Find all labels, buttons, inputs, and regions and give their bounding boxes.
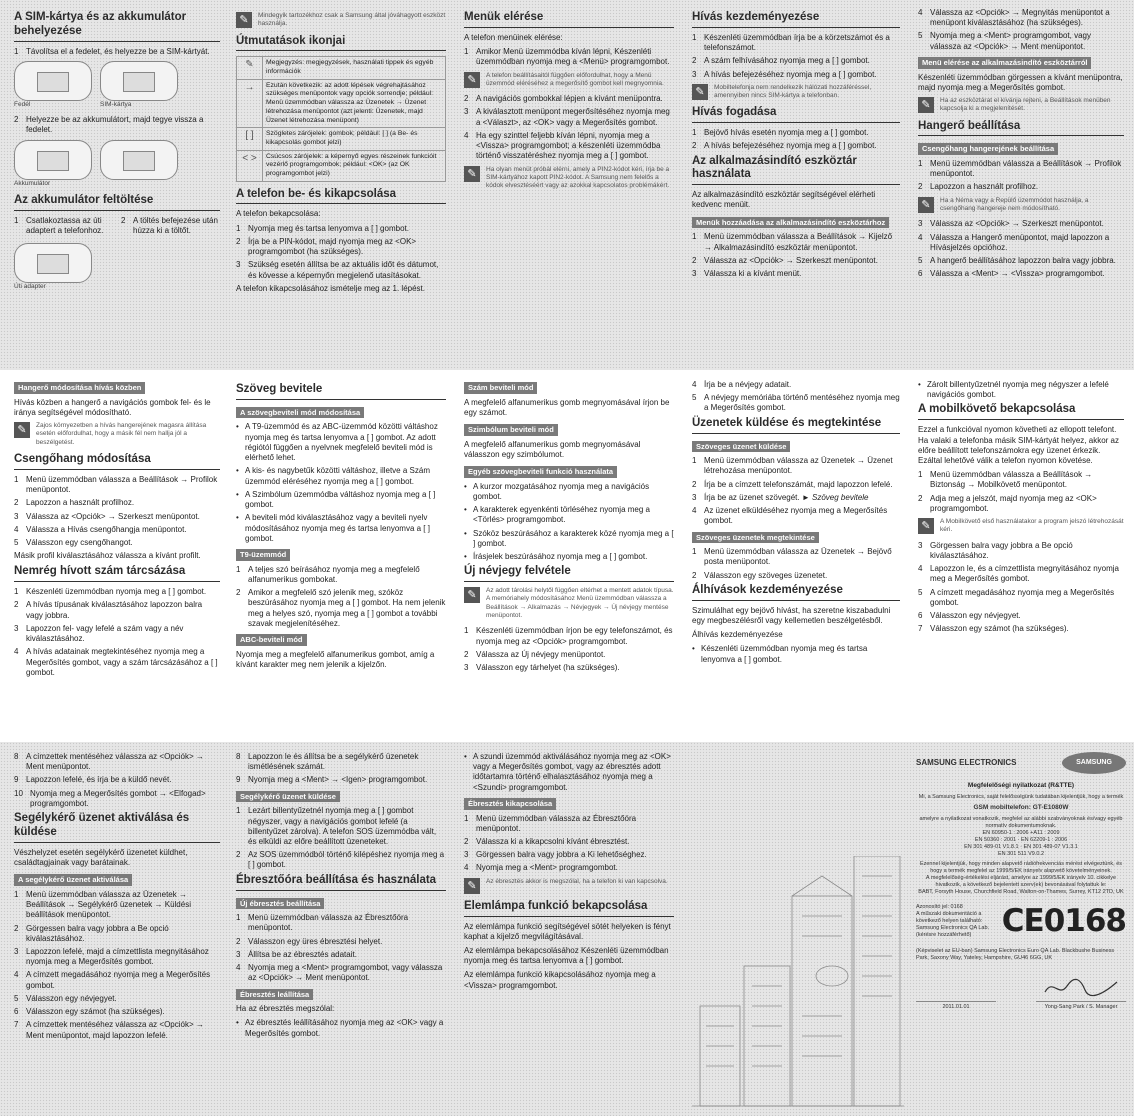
figure-charger: [14, 243, 220, 291]
signature: [1036, 976, 1126, 1011]
heading-mobile-tracker: A mobilkövető bekapcsolása: [918, 403, 1124, 420]
col-volume: 4 Válassza az <Opciók> → Megnyitás menüpontot a menüpont kiválasztásához (ha szükséges). 5 Nyomja meg a <Ment> programgombot, vagy válassza az <Opciók> → Ment menüpontot. Menü elérése az alkalmazásindító eszköztárról Készenléti üzemmódban görgessen a kívánt menüpontra, majd nyomja meg a Megerősítés gombot. ✎ Ha az eszköztárat el kívánja rejteni, a Beállítások menüben kapcsolja ki a megjelenítését. Hangerő beállítása Csengőhang hangerejének beállítása 1 Menü üzemmódban válassza a Beállítások → Profilok menüpontot. 2 Lapozzon a használt profilhoz. ✎ Ha a Néma vagy a Repülő üzemmódot használja, a csengőhang hangereje nem módosítható. 3 Válassza az <Opciók> → Szerkeszt menüpontot. 4 Válassza a Hangerő menüpontot, majd lapozzon a Hívásjelzés opcióhoz. 5 A hangerő beállításához lapozzon balra vagy jobbra. 6 Válassza a <Ment> → <Vissza> programgombot.: [918, 8, 1123, 279]
step: 2 Görgessen balra vagy jobbra a Be opció kiválasztásához.: [14, 923, 169, 943]
note: ✎ Mindegyik tartozékhoz csak a Samsung által jóváhagyott eszközt használja.: [236, 12, 446, 29]
step: 3 Görgessen balra vagy jobbra a Be opció kiválasztásához.: [918, 540, 1073, 560]
signature-scribble: [1041, 976, 1121, 998]
step: 5 A hangerő beállításához lapozzon balra vagy jobbra.: [918, 256, 1116, 266]
step: 5 Nyomja meg a <Ment> programgombot, vagy válassza az <Opciók> → Ment menüpontot.: [918, 31, 1091, 51]
heading-flashlight: Elemlámpa funkció bekapcsolása: [464, 900, 674, 917]
figure-sim: [14, 61, 220, 109]
col-ringtone: Hangerő módosítása hívás közben Hívás közben a hangerő a navigációs gombok fel- és le iránya segítségével módosítható. ✎ Zajos környezetben a hívás hangerejének magasra állítása esetén előfordulhat, hogy a másik fél nem hallja jól a beszélgetést. Csengőhang módosítása 1 Menü üzemmódban válassza a Beállítások → Profilok menüpontot. 2 Lapozzon a használt profilhoz. 3 Válassza az <Opciók> → Szerkeszt menüpontot. 4 Válassza a Hívás csengőhangja menüpontot. 5 Válasszon egy csengőhangot. Másik profil kiválasztásához válassza a kívánt profilt. Nemrég hívott szám tárcsázása 1 Készenléti üzemmódban nyomja meg a [ ] gombot. 2 A hívás típusának kiválasztásához lapozzon balra vagy jobbra. 3 Lapozzon fel- vagy lefelé a szám vagy a név kiválasztásához. 4 A hívás adatainak megtekintéséhez nyomja meg a Megerősítés gombot, vagy a szám tárcsázásához a [ ] gombot.: [14, 380, 220, 736]
col-mobile-tracker: • Zárolt billentyűzetnél nyomja meg négyszer a lefelé navigációs gombot. A mobilkövető bekapcsolása Ezzel a funkcióval nyomon követheti az ellopott telefont. Ha valaki a telefonba másik SIM-kártyát helyez, akkor az előre beállított telefonszámokra egy üzenet érkezik. Ezáltal lehetővé válik a telefon nyomon követése. 1 Menü üzemmódban válassza a Beállítások → Biztonság → Mobilkövető menüpontot. 2 Adja meg a jelszót, majd nyomja meg az <OK> programgombot. ✎ A Mobilkövető első használatakor a program jelszó létrehozását kéri. 3 Görgessen balra vagy jobbra a Be opció kiválasztásához. 4 Lapozzon le, és a címzettlista megnyitásához nyomja meg a Megerősítés gombot. 5 A címzett megadásához nyomja meg a Megerősítés gombot. 6 Válasszon egy névjegyet. 7 Válasszon egy számot (ha szükséges).: [918, 380, 1124, 634]
step: 1 Készenléti üzemmódban írjon be egy telefonszámot, és nyomja meg az <Opciók> programgombot.: [464, 626, 673, 646]
note-icon: ✎: [464, 878, 480, 894]
col-messages: 4 Írja be a névjegy adatait. 5 A névjegy memóriába történő mentéséhez nyomja meg a Megerősítés gombot. Üzenetek küldése és megtekintése Szöveges üzenet küldése 1 Menü üzemmódban válassza az Üzenetek → Üzenet létrehozása menüpontot. 2 Írja be a címzett telefonszámát, majd lapozzon lefelé. 3 Írja be az üzenet szövegét. ► Szöveg bevitele 4 Az üzenet elküldéséhez nyomja meg a Megerősítés gombot. Szöveges üzenetek megtekintése 1 Menü üzemmódban válassza az Üzenetek → Bejövő posta menüpontot. 2 Válasszon egy szöveges üzenetet. Álhívások kezdeményezése Szimulálhat egy bejövő hívást, ha szeretne kiszabadulni egy megbeszélésről vagy kellemetlen beszélgetésből. Álhívás kezdeményezése • Készenléti üzemmódban nyomja meg és tartsa lenyomva a [ ] gombot.: [692, 380, 900, 664]
col-calls: Hívás kezdeményezése 1 Készenléti üzemmódban írja be a körzetszámot és a telefonszámot. 2 A szám felhívásához nyomja meg a [ ] gombot. 3 A hívás befejezéséhez nyomja meg a [ ] gombot. ✎ Mobiltelefonja nem rendelkezik hálózati hozzáféréssel, amennyiben nincs SIM-kártya a telefonban. Hívás fogadása 1 Bejövő hívás esetén nyomja meg a [ ] gombot. 2 A hívás befejezéséhez nyomja meg a [ ] gombot. Az alkalmazásindító eszköztár használata Az alkalmazásindító eszköztár segítségével elérheti kedvenc menüit. Menük hozzáadása az alkalmazásindító eszköztárhoz 1 Menü üzemmódban válassza a Beállítások → Kijelző → Alkalmazásindító eszköztár menüpontot. 2 Válassza az <Opciók> → Szerkeszt menüpontot. 3 Válassza ki a kívánt menüt.: [692, 8, 900, 363]
step: 2 Az SOS üzemmódból történő kilépéshez nyomja meg a [ ] gombot.: [236, 850, 445, 870]
heading-charge: Az akkumulátor feltöltése: [14, 194, 220, 211]
col-declaration: [916, 752, 1126, 1110]
step: 2 Amikor a megfelelő szó jelenik meg, szóköz beszúrásához nyomja meg a [ ] gombot. Ha nem jelenik meg a helyes szó, nyomja meg a [ ] gombot a további szavak megjelenítéséhez.: [236, 588, 446, 628]
step: 1 Készenléti üzemmódban írja be a körzetszámot és a telefonszámot.: [692, 32, 890, 53]
heading-text-input: Szöveg bevitele: [236, 383, 446, 400]
step: 3 Írja be az üzenet szövegét. ► Szöveg bevitele: [692, 492, 869, 502]
step: 4 Nyomja meg a <Ment> programgombot.: [464, 863, 618, 873]
subheading: Menük hozzáadása az alkalmazásindító eszköztárhoz: [692, 217, 889, 229]
col-contacts: Szám beviteli mód A megfelelő alfanumerikus gomb megnyomásával írjon be egy számot. Szimbólum beviteli mód A megfelelő alfanumerikus gomb megnyomásával válasszon egy szimbólumot. Egyéb szövegbeviteli funkció használata • A kurzor mozgatásához nyomja meg a navigációs gombot. • A karakterek egyenkénti törléséhez nyomja meg a <Törlés> programgombot. • Szóköz beszúrásához a karakterek közé nyomja meg a [ ] gombot. • Írásjelek beszúrásához nyomja meg a [ ] gombot. Új névjegy felvétele ✎ Az adott tárolási helytől függően eltérhet a mentett adatok típusa. A memóriahely módosításához Menü üzemmódban válassza a Beállítások → Alkalmazás → Névjegyek → Új névjegy mentése menüpontot. 1 Készenléti üzemmódban írjon be egy telefonszámot, és nyomja meg az <Opciók> programgombot. 2 Válassza az Új névjegy menüpontot. 3 Válasszon egy tárhelyet (ha szükséges).: [464, 383, 674, 673]
windows: [706, 1026, 734, 1066]
note: ✎ Ha az eszköztárat el kívánja rejteni, a Beállítások menüben kapcsolja ki a megjelenítését.: [918, 97, 1124, 114]
step: 2 Lapozzon a használt profilhoz.: [14, 498, 135, 508]
heading-alarm: Ébresztőóra beállítása és használata: [236, 874, 446, 891]
step: 9 Lapozzon lefelé, és írja be a küldő nevét.: [14, 775, 172, 785]
step: 2 Válassza ki a kikapcsolni kívánt ébresztést.: [464, 837, 630, 846]
signature-block: [916, 976, 1126, 1011]
step: 2 A hívás típusának kiválasztásához lapozzon balra vagy jobbra.: [14, 600, 203, 620]
step: 2 Adja meg a jelszót, majd nyomja meg az <OK> programgombot.: [918, 493, 1097, 513]
step: 1 A teljes szó beírásához nyomja meg a megfelelő alfanumerikus gombokat.: [236, 564, 420, 584]
step: 3 A kiválasztott menüpont megerősítéséhez nyomja meg a <Választ>, az <OK> vagy a Megerősítés gombot.: [464, 107, 670, 127]
note-icon: ✎: [918, 197, 934, 213]
step: 3 Lapozzon fel- vagy lefelé a szám vagy a név kiválasztásához.: [14, 623, 184, 644]
windows: [862, 876, 892, 996]
figure-battery: [14, 140, 220, 188]
step: 6 Válasszon egy névjegyet.: [918, 611, 1021, 621]
city-illustration: [692, 856, 904, 1110]
step: 5 A címzett megadásához nyomja meg a Megerősítés gombot.: [918, 587, 1115, 607]
step: 1 Menü üzemmódban válassza a Beállítások → Profilok menüpontot.: [918, 159, 1122, 179]
phone-figure: Fedél: [14, 61, 92, 109]
step: 8 A címzettek mentéséhez válassza az <Opciók> → Ment menüpontot.: [14, 752, 204, 772]
step: 7 A címzettek mentéséhez válassza az <Opciók> → Ment menüpontot, majd lapozzon lefelé.: [14, 1020, 204, 1040]
note: ✎ Az adott tárolási helytől függően eltérhet a mentett adatok típusa. A memóriahely módosításához Menü üzemmódban válassza a Beállítások → Alkalmazás → Névjegyek → Új névjegy mentése menüpontot.: [464, 587, 674, 620]
step: 3 Válassza ki a kívánt menüt.: [692, 268, 802, 278]
step: 9 Nyomja meg a <Ment> → <Igen> programgombot.: [236, 775, 428, 785]
step: 2 A töltés befejezése után húzza ki a töltőt.: [121, 215, 218, 235]
step: 3 Görgessen balra vagy jobbra a Ki lehetőséghez.: [464, 850, 647, 860]
note-icon: ✎: [464, 587, 480, 603]
arrow-right-icon: →: [237, 79, 263, 127]
icon-legend-table: [236, 56, 446, 181]
note-icon: ✎: [14, 422, 30, 438]
note-icon: ✎: [692, 84, 708, 100]
step: 2 Lapozzon a használt profilhoz.: [918, 182, 1039, 192]
bullet: • A szundi üzemmód aktiválásához nyomja meg az <OK> vagy a Megerősítés gombot, vagy az ébresztés adott időtartamra történő elhalasztásához nyomja meg a <Szundi> programgombot.: [464, 752, 671, 792]
step: 4 Az üzenet elküldéséhez nyomja meg a Megerősítés gombot.: [692, 506, 888, 526]
phone-charger-illustration: [14, 243, 92, 283]
bullet: • Készenléti üzemmódban nyomja meg és tartsa lenyomva a [ ] gombot.: [692, 644, 868, 664]
building: [854, 856, 900, 1106]
subheading: Szimbólum beviteli mód: [464, 424, 558, 436]
declaration-standard: EN 301 489-01 V1.8.1 · EN 301 489-07 V1.3.1: [964, 843, 1078, 850]
col-alarm: 8 Lapozzon le és állítsa be a segélykérő üzenetek ismétlésének számát. 9 Nyomja meg a <Ment> → <Igen> programgombot. Segélykérő üzenet küldése 1 Lezárt billentyűzetnél nyomja meg a [ ] gombot négyszer, vagy a navigációs gombot lefelé (a billentyűzet zárolva). A telefon SOS üzemmódba vált, és elküldi az előre beállított üzeneteket. 2 Az SOS üzemmódból történő kilépéshez nyomja meg a [ ] gombot. Ébresztőóra beállítása és használata Új ébresztés beállítása 1 Menü üzemmódban válassza az Ébresztőóra menüpontot. 2 Válasszon egy üres ébresztési helyet. 3 Állítsa be az ébresztés adatait. 4 Nyomja meg a <Ment> programgombot, vagy válassza az <Opciók> → Ment menüpontot. Ébresztés leállítása Ha az ébresztés megszólal: • Az ébresztés leállításához nyomja meg az <OK> vagy a Megerősítés gombot.: [236, 752, 445, 1038]
step: 6 Válassza a <Ment> → <Vissza> programgombot.: [918, 269, 1105, 279]
subheading: Egyéb szövegbeviteli funkció használata: [464, 466, 617, 478]
heading-sim: A SIM-kártya és az akkumulátor behelyezése: [14, 11, 220, 42]
step: 2 Válasszon egy szöveges üzenetet.: [692, 570, 828, 580]
note: ✎ A Mobilkövető első használatakor a program jelszó létrehozását kéri.: [918, 518, 1124, 535]
col-icons: ✎ Mindegyik tartozékhoz csak a Samsung által jóváhagyott eszközt használja. Útmutatások ikonjai ✎ Megjegyzés: megjegyzések, használati tippek és egyéb információk → Ezután következik: az adott lépések végrehajtásához szükséges menüpontok vagy opciók sorrendje; például: Menü üzemmódban válassza az Üzenetek → Üzenet létrehozása menüpontot (azt jelenti: Üzenetek, majd Üzenet létrehozása menüpont) [ ] Szögletes zárójelek: gombok; például: [ ] (a Be- és kikapcsolás gombot jelzi) < > Csúcsos zárójelek: a képernyő egyes részeinek funkcióit vezérlő programgombok; például: <OK> (az OK programgombot jelzi) A telefon be- és kikapcsolása A telefon bekapcsolása: 1 Nyomja meg és tartsa lenyomva a [ ] gombot. 2 Írja be a PIN-kódot, majd nyomja meg az <OK> programgombot (ha szükséges). 3 Szükség esetén állítsa be az aktuális időt és dátumot, és kövesse a képernyőn megjelenő utasításokat. A telefon kikapcsolásához ismételje meg az 1. lépést.: [236, 12, 446, 293]
phone-cover-illustration: [100, 140, 178, 180]
declaration-header: [916, 752, 1126, 774]
table-row: [ ] Szögletes zárójelek: gombok; például: [ ] (a Be- és kikapcsolás gombot jelzi): [237, 128, 446, 150]
roof: [792, 876, 852, 896]
step: 1 Bejövő hívás esetén nyomja meg a [ ] gombot.: [692, 128, 869, 138]
heading-fake-call: Álhívások kezdeményezése: [692, 584, 900, 601]
step: 1 Menü üzemmódban válassza az Üzenetek → Bejövő posta menüpontot.: [692, 547, 892, 567]
note-icon: ✎: [918, 518, 934, 534]
declaration-line: amelyre a nyilatkozat vonatkozik, megfelel az alábbi szabványoknak és/vagy egyéb normatív dokumentumoknak.: [919, 815, 1123, 829]
step: 4 Ha egy szinttel feljebb kíván lépni, nyomja meg a <Vissza> programgombot; a készenléti üzemmódba történő visszatéréshez nyomja meg a [ ] gombot.: [464, 130, 661, 161]
brand-name: SAMSUNG ELECTRONICS: [916, 757, 1017, 767]
subheading: Hangerő módosítása hívás közben: [14, 382, 145, 394]
heading-menus: Menük elérése: [464, 11, 674, 28]
bullet: • A kurzor mozgatásához nyomja meg a navigációs gombot.: [464, 481, 650, 501]
step: 4 Nyomja meg a <Ment> programgombot, vagy válassza az <Opciók> → Ment menüpontot.: [236, 963, 443, 983]
building: [744, 966, 790, 1106]
declaration-product: GSM mobiltelefon: GT-E1080W: [973, 804, 1069, 812]
subheading: A segélykérő üzenet aktiválása: [14, 874, 132, 886]
step: 1 Lezárt billentyűzetnél nyomja meg a [ ] gombot négyszer, vagy a navigációs gombot lefelé (a billentyűzet zárolva). A telefon SOS üzemmódba vált, és elküldi az előre beállított üzeneteket.: [236, 806, 437, 846]
col-sim: [14, 8, 220, 363]
subheading: Szöveges üzenetek megtekintése: [692, 532, 819, 544]
subheading: ABC-beviteli mód: [236, 634, 307, 646]
subheading: Segélykérő üzenet küldése: [236, 791, 340, 803]
bullet: • Zárolt billentyűzetnél nyomja meg négyszer a lefelé navigációs gombot.: [918, 380, 1109, 400]
phone-figure: Akkumulátor: [14, 140, 92, 188]
heading-call: Hívás kezdeményezése: [692, 11, 900, 28]
step: 3 A hívás befejezéséhez nyomja meg a [ ] gombot.: [692, 69, 877, 79]
note: ✎ Ha olyan menüt próbál elérni, amely a PIN2-kódot kéri, írja be a SIM-kártyához kapott PIN2-kódot. A Samsung nem felelős a kódok elvesztéséért vagy az azokkal kapcsolatos problémákért.: [464, 166, 674, 191]
step: 2 A szám felhívásához nyomja meg a [ ] gombot.: [692, 56, 870, 66]
step: 1 Menü üzemmódban válassza az Ébresztőóra menüpontot.: [464, 813, 637, 833]
note-icon: ✎: [237, 57, 263, 79]
heading-icons: Útmutatások ikonjai: [236, 35, 446, 52]
declaration-standard: EN 60950-1 : 2006 +A11 : 2009: [982, 829, 1060, 836]
step: 10 Nyomja meg a Megerősítés gombot → <Elfogad> programgombot.: [14, 788, 206, 808]
phone-figure: Úti adapter: [14, 243, 92, 291]
note-icon: ✎: [236, 12, 252, 28]
col-menus: Menük elérése A telefon menüinek elérése: 1 Amikor Menü üzemmódba kíván lépni, Készenléti üzemmódban nyomja meg a <Menü> programgombot. ✎ A telefon beállításaitól függően előfordulhat, hogy a Menü üzemmód eléréséhez a megerősítő gombot kell megnyomnia. 2 A navigációs gombokkal lépjen a kívánt menüpontra. 3 A kiválasztott menüpont megerősítéséhez nyomja meg a <Választ>, az <OK> vagy a Megerősítés gombot. 4 Ha egy szinttel feljebb kíván lépni, nyomja meg a <Vissza> programgombot; a készenléti üzemmódba történő visszatéréshez nyomja meg a [ ] gombot. ✎ Ha olyan menüt próbál elérni, amely a PIN2-kódot kéri, írja be a SIM-kártyához kapott PIN2-kódot. A Samsung nem felelős a kódok elvesztéséért vagy az azokkal kapcsolatos problémákért.: [464, 8, 674, 363]
step: 3 Válassza az <Opciók> → Szerkeszt menüpontot.: [918, 219, 1104, 229]
notified-body: Azonosító jel: 0168 A műszaki dokumentáció a következő helyen található: Samsung Electronics QA Lab. (kérésre hozzáférhető): [916, 904, 990, 939]
step: 2 Válassza az <Opciók> → Szerkeszt menüpontot.: [692, 255, 878, 265]
building: [792, 896, 852, 1106]
table-row: < > Csúcsos zárójelek: a képernyő egyes részeinek funkcióit vezérlő programgombok; például: <OK> (az OK programgombot jelzi): [237, 150, 446, 181]
note: ✎ Az ébresztés akkor is megszólal, ha a telefon ki van kapcsolva.: [464, 878, 674, 894]
col-sos: 8 A címzettek mentéséhez válassza az <Opciók> → Ment menüpontot. 9 Lapozzon lefelé, és írja be a küldő nevét. 10 Nyomja meg a Megerősítés gombot → <Elfogad> programgombot. Segélykérő üzenet aktiválása és küldése Vészhelyzet esetén segélykérő üzenetet küldhet, családtagjainak vagy barátainak. A segélykérő üzenet aktiválása 1 Menü üzemmódban válassza az Üzenetek → Beállítások → Segélykérő üzenetek → Küldési beállítások menüpontot. 2 Görgessen balra vagy jobbra a Be opció kiválasztásához. 3 Lapozzon lefelé, majd a címzettlista megnyitásához nyomja meg a Megerősítés gombot. 4 A címzett megadásához nyomja meg a Megerősítés gombot. 5 Válasszon egy névjegyet. 6 Válasszon egy számot (ha szükséges). 7 A címzettek mentéséhez válassza az <Opciók> → Ment menüpontot, majd lapozzon lefelé.: [14, 752, 220, 1110]
step: 1 Távolítsa el a fedelet, és helyezze be a SIM-kártyát.: [14, 46, 210, 56]
subheading: Ébresztés leállítása: [236, 989, 313, 1001]
note-icon: ✎: [464, 72, 480, 88]
phone-battery-illustration: [14, 140, 92, 180]
declaration-standard: EN 50360 : 2001 · EN 62209-1 : 2006: [974, 836, 1068, 843]
step: 2 Írja be a címzett telefonszámát, majd lapozzon lefelé.: [692, 479, 893, 489]
step: 1 Menü üzemmódban válassza az Üzenetek → Beállítások → Segélykérő üzenetek → Küldési beállítások menüpontot.: [14, 889, 191, 920]
step: 1 Menü üzemmódban válassza a Beállítások → Biztonság → Mobilkövető menüpontot.: [918, 470, 1093, 490]
heading-power: A telefon be- és kikapcsolása: [236, 188, 446, 205]
heading-shortcut-bar: Az alkalmazásindító eszköztár használata: [692, 155, 900, 186]
step: 8 Lapozzon le és állítsa be a segélykérő üzenetek ismétlésének számát.: [236, 752, 419, 772]
note: ✎ Zajos környezetben a hívás hangerejének magasra állítása esetén előfordulhat, hogy a másik fél nem hallja jól a beszélgetést.: [14, 422, 220, 447]
step: 1 Csatlakoztassa az úti adaptert a telefonhoz.: [14, 215, 104, 235]
col-text-input: Szöveg bevitele A szövegbeviteli mód módosítása • A T9-üzemmód és az ABC-üzemmód közötti váltáshoz nyomja meg és tartsa lenyomva a [ ] gombot. Az adott régiótól függően a nyelvnek megfelelő beviteli mód is elérhető lehet. • A kis- és nagybetűk közötti váltáshoz, illetve a Szám üzemmód eléréséhez nyomja meg a [ ] gombot. • A Szimbólum üzemmódba váltáshoz nyomja meg a [ ] gombot. • A beviteli mód kiválasztásához vagy a beviteli nyelv módosításához nyomja meg és tartsa lenyomva a [ ] gombot. T9-üzemmód 1 A teljes szó beírásához nyomja meg a megfelelő alfanumerikus gombokat. 2 Amikor a megfelelő szó jelenik meg, szóköz beszúrásához nyomja meg a [ ] gombot. Ha nem jelenik meg a helyes szó, nyomja meg a [ ] gombot a további szavak megjelenítéséhez. ABC-beviteli mód Nyomja meg a megfelelő alfanumerikus gombot, amíg a kívánt karakter meg nem jelenik a kijelzőn.: [236, 383, 446, 669]
phone-back-illustration: [14, 61, 92, 101]
bullet: • A Szimbólum üzemmódba váltáshoz nyomja meg a [ ] gombot.: [236, 489, 436, 510]
bullet: • Írásjelek beszúrásához nyomja meg a [ ] gombot.: [464, 552, 648, 562]
step: 1 Amikor Menü üzemmódba kíván lépni, Készenléti üzemmódban nyomja meg a <Menü> programgombot.: [464, 47, 670, 67]
signer-name: Yong-Sang Park / S. Manager: [1036, 1001, 1126, 1011]
subheading: Menü elérése az alkalmazásindító eszköztárról: [918, 57, 1091, 69]
ce-block: [916, 902, 1126, 942]
subheading: T9-üzemmód: [236, 549, 290, 561]
arrow-right-icon: ►: [801, 492, 810, 502]
step: 2 Helyezze be az akkumulátort, majd tegye vissza a fedelet.: [14, 115, 204, 135]
note-icon: ✎: [918, 97, 934, 113]
step: 4 Válassza a Hívás csengőhangja menüpontot.: [14, 524, 187, 534]
step: 1 Menü üzemmódban válassza az Ébresztőóra menüpontot.: [236, 913, 409, 933]
step: 3 Válassza az <Opciók> → Szerkeszt menüpontot.: [14, 511, 200, 521]
step: 1 Menü üzemmódban válassza a Beállítások → Kijelző → Alkalmazásindító eszköztár menüpontot.: [692, 232, 893, 252]
step: 5 A névjegy memóriába történő mentéséhez nyomja meg a Megerősítés gombot.: [692, 393, 900, 413]
subheading: Csengőhang hangerejének beállítása: [918, 143, 1058, 155]
heading-volume: Hangerő beállítása: [918, 120, 1124, 137]
step: 5 Válasszon egy csengőhangot.: [14, 537, 133, 547]
heading-new-contact: Új névjegy felvétele: [464, 565, 674, 582]
declaration-line: BABT, Forsyth House, Churchfield Road, Walton-on-Thames, Surrey, KT12 2TD, UK: [918, 888, 1124, 895]
table-row: ✎ Megjegyzés: megjegyzések, használati tippek és egyéb információk: [237, 57, 446, 79]
phone-figure: [100, 140, 178, 188]
step: 2 Válassza az Új névjegy menüpontot.: [464, 649, 606, 659]
square-brackets-icon: [ ]: [237, 128, 263, 150]
heading-redial: Nemrég hívott szám tárcsázása: [14, 565, 220, 582]
note: ✎ Ha a Néma vagy a Repülő üzemmódot használja, a csengőhang hangereje nem módosítható.: [918, 197, 1124, 214]
step: 3 Szükség esetén állítsa be az aktuális időt és dátumot, és kövesse a képernyőn megjelenő utasításokat.: [236, 260, 439, 280]
step: 3 Válasszon egy tárhelyet (ha szükséges).: [464, 663, 620, 673]
eu-representative: (Képviselet az EU-ban) Samsung Electronics Euro QA Lab. Blackbushe Business Park, Saxony Way, Yateley, Hampshire, GU46 6GG, UK: [916, 947, 1115, 961]
angle-brackets-icon: < >: [237, 150, 263, 181]
place-date: 2011.01.01: [916, 1001, 996, 1011]
building: [700, 1006, 740, 1106]
step: 6 Válasszon egy számot (ha szükséges).: [14, 1007, 165, 1017]
step: 1 Készenléti üzemmódban nyomja meg a [ ] gombot.: [14, 587, 207, 597]
step: 5 Válasszon egy névjegyet.: [14, 993, 117, 1003]
samsung-logo: SAMSUNG: [1062, 752, 1126, 774]
subheading: Ébresztés kikapcsolása: [464, 798, 556, 810]
step: 4 Írja be a névjegy adatait.: [692, 380, 792, 389]
step: 2 Írja be a PIN-kódot, majd nyomja meg az <OK> programgombot (ha szükséges).: [236, 236, 417, 257]
bullet: • Szóköz beszúrásához a karakterek közé nyomja meg a [ ] gombot.: [464, 528, 674, 548]
bullet: • A karakterek egyenkénti törléséhez nyomja meg a <Törlés> programgombot.: [464, 505, 650, 525]
windows: [752, 986, 782, 1066]
step: 4 A hívás adatainak megtekintéséhez nyomja meg a Megerősítés gombot, vagy a szám tárcsázásához a [ ] gombot.: [14, 647, 218, 677]
bullet: • A kis- és nagybetűk közötti váltáshoz, illetve a Szám üzemmód eléréséhez nyomja meg a [ ] gombot.: [236, 466, 430, 486]
declaration-line: A megfelelőség-értékelési eljárást, amelyre az 1999/5/EK irányelv 10. cikkelye hivatkozik, a következő bejelentett szerv(ek) bevonásával folytattuk le:: [925, 874, 1117, 888]
step: 2 A navigációs gombokkal lépjen a kívánt menüpontra.: [464, 94, 663, 104]
phone-open-illustration: [100, 61, 178, 101]
heading-sos: Segélykérő üzenet aktiválása és küldése: [14, 812, 220, 843]
step: 1 Menü üzemmódban válassza az Üzenetek → Üzenet létrehozása menüpontot.: [692, 456, 893, 476]
declaration-standard: EN 301 511 V9.0.2: [997, 850, 1045, 857]
step: 3 Lapozzon lefelé, majd a címzettlista megnyitásához nyomja meg a Megerősítés gombot.: [14, 947, 209, 967]
charge-steps: [14, 216, 220, 239]
note: ✎ Mobiltelefonja nem rendelkezik hálózati hozzáféréssel, amennyiben nincs SIM-kártya a telefonban.: [692, 84, 900, 101]
declaration-line: Ezennel kijelentjük, hogy minden alapvető rádiófrekvenciás mérést elvégeztünk, és hogy a termék megfelel az 1999/5/EK irányelv alapvető követelményeinek.: [919, 860, 1123, 874]
subheading: Szám beviteli mód: [464, 382, 537, 394]
step: 4 Válassza a Hangerő menüpontot, majd lapozzon a Hívásjelzés opcióhoz.: [918, 232, 1110, 252]
subheading: A szövegbeviteli mód módosítása: [236, 407, 364, 419]
col-flashlight: • A szundi üzemmód aktiválásához nyomja meg az <OK> vagy a Megerősítés gombot, vagy az ébresztés adott időtartamra történő elhalasztásához nyomja meg a <Szundi> programgombot. Ébresztés kikapcsolása 1 Menü üzemmódban válassza az Ébresztőóra menüpontot. 2 Válassza ki a kikapcsolni kívánt ébresztést. 3 Görgessen balra vagy jobbra a Ki lehetőséghez. 4 Nyomja meg a <Ment> programgombot. ✎ Az ébresztés akkor is megszólal, ha a telefon ki van kapcsolva. Elemlámpa funkció bekapcsolása Az elemlámpa funkció segítségével sötét helyeken is fényt kaphat a kijelző megvilágításával. Az elemlámpa bekapcsolásához Készenléti üzemmódban nyomja meg és tartsa lenyomva a [ ] gombot. Az elemlámpa funkció kikapcsolásához nyomja meg a <Vissza> programgombot.: [464, 752, 674, 1110]
step: 2 Válasszon egy üres ébresztési helyet.: [236, 936, 383, 946]
bullet: • A T9-üzemmód és az ABC-üzemmód közötti váltáshoz nyomja meg és tartsa lenyomva a [ ] gombot. Az adott régiótól függően a nyelvnek megfelelő beviteli mód is elérhető lehet.: [236, 422, 438, 463]
phone-figure: SIM-kártya: [100, 61, 178, 109]
step: 1 Nyomja meg és tartsa lenyomva a [ ] gombot.: [236, 223, 409, 233]
subheading: Szöveges üzenet küldése: [692, 441, 790, 453]
step: 1 Menü üzemmódban válassza a Beállítások → Profilok menüpontot.: [14, 474, 218, 495]
note: ✎ A telefon beállításaitól függően előfordulhat, hogy a Menü üzemmód eléréséhez a megerősítő gombot kell megnyomnia.: [464, 72, 674, 89]
samsung-oval-sign: [816, 966, 848, 986]
subheading: Új ébresztés beállítása: [236, 898, 324, 910]
step: 7 Válasszon egy számot (ha szükséges).: [918, 624, 1069, 634]
ce-mark: CE0168: [1001, 903, 1126, 939]
heading-answer: Hívás fogadása: [692, 106, 900, 123]
note-icon: ✎: [464, 166, 480, 182]
table-row: → Ezután következik: az adott lépések végrehajtásához szükséges menüpontok vagy opciók sorrendje; például: Menü üzemmódban válassza az Üzenetek → Üzenet létrehozása menüpontot (azt jelenti: Üzenetek, majd Üzenet létrehozása menüpont): [237, 79, 446, 127]
step: 4 Válassza az <Opciók> → Megnyitás menüpontot a menüpont kiválasztásához (ha szükséges).: [918, 8, 1110, 28]
step: 2 A hívás befejezéséhez nyomja meg a [ ] gombot.: [692, 141, 877, 151]
declaration-line: Mi, a Samsung Electronics, saját felelősségünk tudatában kijelentjük, hogy a termék: [918, 794, 1124, 801]
step: 4 Lapozzon le, és a címzettlista megnyitásához nyomja meg a Megerősítés gombot.: [918, 564, 1119, 584]
bullet: • Az ébresztés leállításához nyomja meg az <OK> vagy a Megerősítés gombot.: [236, 1018, 444, 1038]
bullet: • A beviteli mód kiválasztásához vagy a beviteli nyelv módosításához nyomja meg és tartsa lenyomva a [ ] gombot.: [236, 513, 430, 543]
heading-ringtone: Csengőhang módosítása: [14, 453, 220, 470]
step: 4 A címzett megadásához nyomja meg a Megerősítés gombot.: [14, 970, 211, 990]
declaration-title: Megfelelőségi nyilatkozat (R&TTE): [967, 782, 1075, 789]
step: 3 Állítsa be az ébresztés adatait.: [236, 949, 357, 959]
heading-messages: Üzenetek küldése és megtekintése: [692, 417, 900, 434]
